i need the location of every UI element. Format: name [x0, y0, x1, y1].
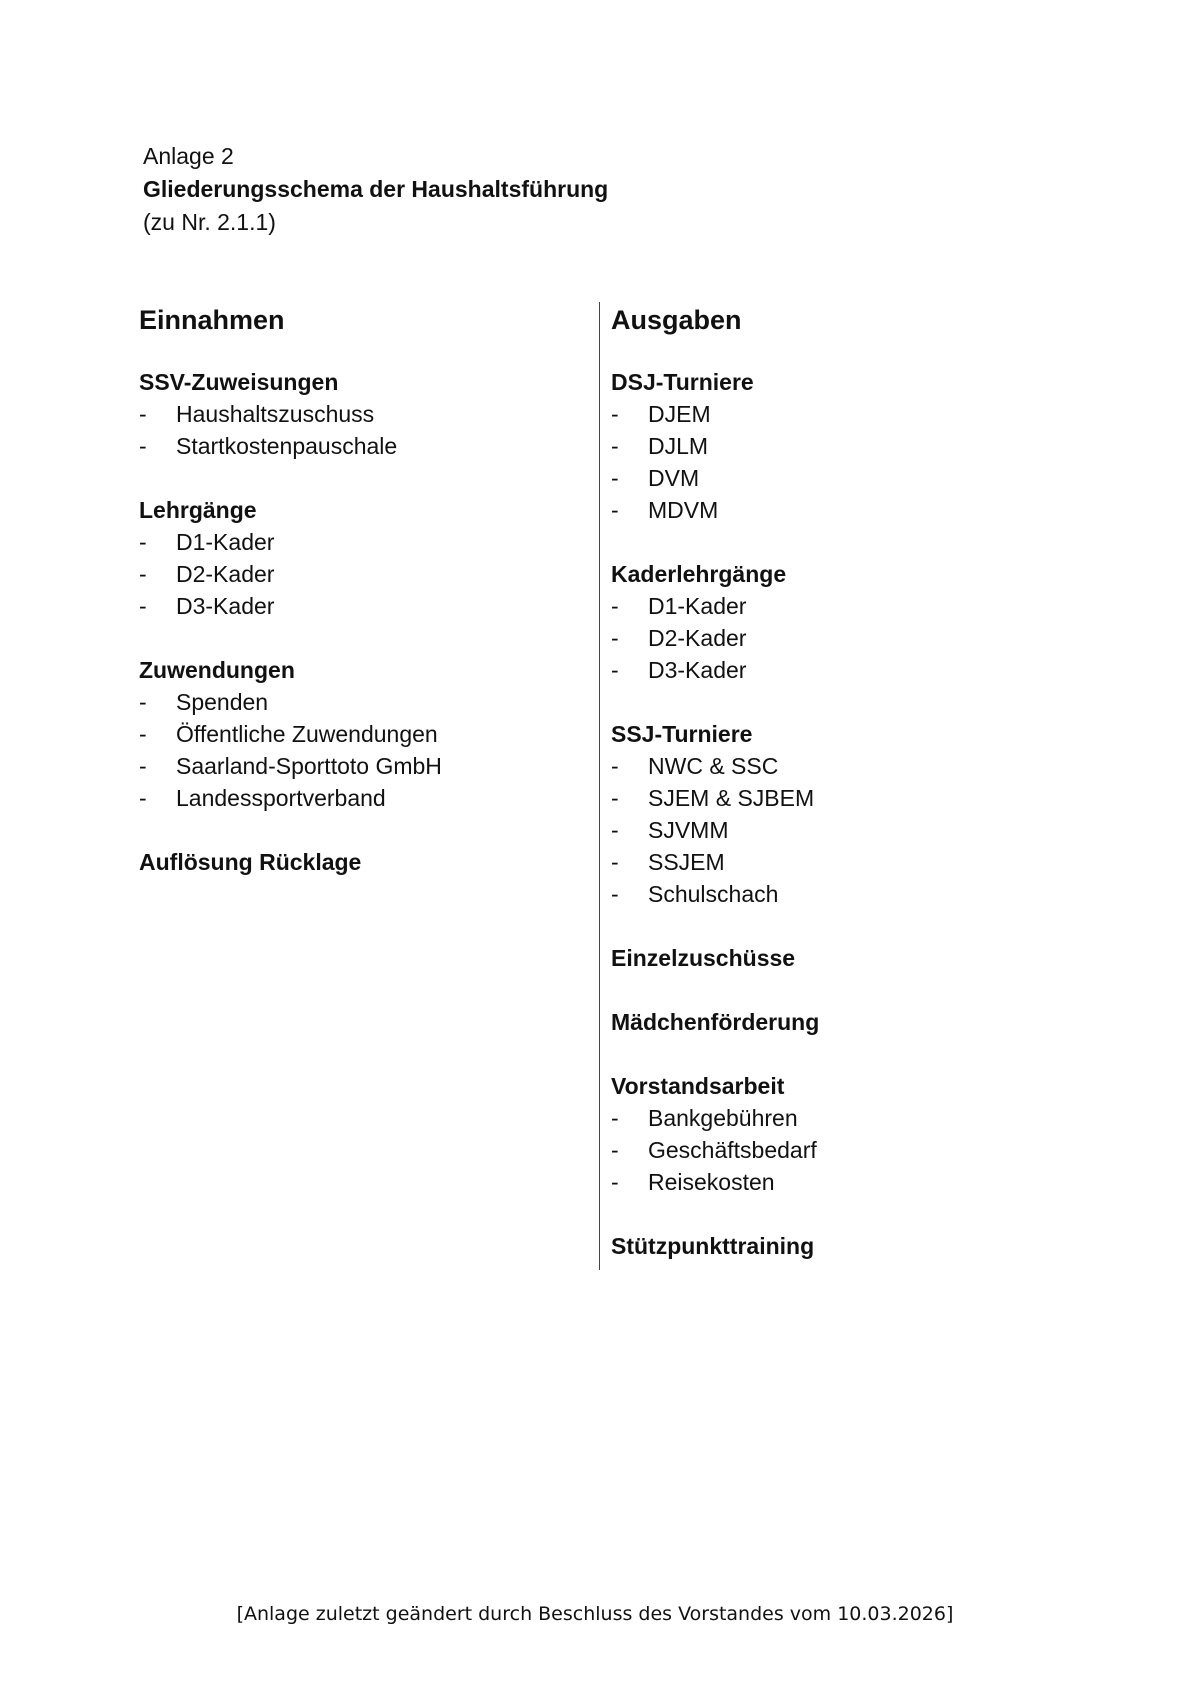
list-item [611, 750, 1041, 782]
list-item [611, 430, 1041, 462]
list-item [139, 590, 569, 622]
list-dash: - [611, 785, 619, 811]
list-dash: - [611, 625, 619, 651]
ausgaben-sections [611, 366, 1041, 1262]
list-dash: - [139, 689, 147, 715]
list-item [611, 1134, 1041, 1166]
section-title: Stützpunkttraining [611, 1233, 815, 1259]
budget-section [611, 942, 1041, 974]
list-item-label: Landessportverband [176, 785, 386, 811]
list-dash: - [139, 593, 147, 619]
section-title: SSV-Zuweisungen [139, 369, 339, 395]
einnahmen-heading: Einnahmen [139, 305, 285, 335]
list-item-label: Reisekosten [648, 1169, 775, 1195]
list-item [611, 462, 1041, 494]
list-item-label: Haushaltszuschuss [176, 401, 375, 427]
budget-section [611, 558, 1041, 686]
list-item [611, 1166, 1041, 1198]
section-title: Einzelzuschüsse [611, 945, 796, 971]
list-item [139, 526, 569, 558]
list-item-label: D1-Kader [176, 529, 275, 555]
section-title: Vorstandsarbeit [611, 1073, 785, 1099]
column-divider [599, 302, 600, 1270]
section-title: DSJ-Turniere [611, 369, 754, 395]
list-dash: - [611, 593, 619, 619]
list-dash: - [139, 401, 147, 427]
list-dash: - [139, 433, 147, 459]
list-dash: - [139, 753, 147, 779]
budget-section [139, 494, 569, 622]
budget-section [611, 1230, 1041, 1262]
list-dash: - [611, 1137, 619, 1163]
einnahmen-column [139, 302, 569, 910]
list-dash: - [139, 785, 147, 811]
list-item [139, 686, 569, 718]
list-item [139, 718, 569, 750]
list-item [611, 782, 1041, 814]
list-item-label: D1-Kader [648, 593, 747, 619]
list-item [139, 398, 569, 430]
list-dash: - [611, 1105, 619, 1131]
list-item-label: D3-Kader [648, 657, 747, 683]
list-item-label: Öffentliche Zuwendungen [176, 721, 438, 747]
list-item-label: SSJEM [648, 849, 725, 875]
anlage-label: Anlage 2 [143, 143, 234, 169]
list-item-label: SJEM & SJBEM [648, 785, 815, 811]
budget-section [611, 366, 1041, 526]
list-dash: - [611, 433, 619, 459]
list-dash: - [611, 881, 619, 907]
budget-section [139, 654, 569, 814]
list-item [611, 494, 1041, 526]
list-item-label: DJEM [648, 401, 711, 427]
list-item [611, 878, 1041, 910]
list-item [139, 430, 569, 462]
list-item-label: DJLM [648, 433, 709, 459]
section-title: Lehrgänge [139, 497, 257, 523]
list-item-label: MDVM [648, 497, 719, 523]
list-dash: - [611, 401, 619, 427]
list-item [611, 590, 1041, 622]
list-item-label: Schulschach [648, 881, 779, 907]
section-title: Zuwendungen [139, 657, 295, 683]
list-item-label: SJVMM [648, 817, 729, 843]
list-item-label: Startkostenpauschale [176, 433, 398, 459]
list-dash: - [611, 1169, 619, 1195]
list-item-label: NWC & SSC [648, 753, 779, 779]
list-item [139, 558, 569, 590]
ausgaben-heading: Ausgaben [611, 305, 742, 335]
list-dash: - [611, 849, 619, 875]
section-title: Auflösung Rücklage [139, 849, 362, 875]
list-item-label: Geschäftsbedarf [648, 1137, 817, 1163]
document-title: Gliederungsschema der Haushaltsführung [143, 176, 609, 202]
list-item-label: DVM [648, 465, 700, 491]
list-dash: - [611, 817, 619, 843]
einnahmen-sections [139, 366, 569, 878]
budget-section [611, 1006, 1041, 1038]
list-item [139, 782, 569, 814]
section-title: Mädchenförderung [611, 1009, 820, 1035]
budget-section [139, 846, 569, 878]
list-item-label: Bankgebühren [648, 1105, 798, 1131]
list-item [611, 654, 1041, 686]
list-item [611, 1102, 1041, 1134]
budget-section [611, 1070, 1041, 1198]
section-title: Kaderlehrgänge [611, 561, 787, 587]
list-dash: - [611, 657, 619, 683]
list-dash: - [611, 753, 619, 779]
list-item-label: Saarland-Sporttoto GmbH [176, 753, 442, 779]
list-dash: - [611, 497, 619, 523]
list-item [611, 622, 1041, 654]
list-item [611, 814, 1041, 846]
document-header [143, 140, 608, 239]
list-item-label: D2-Kader [176, 561, 275, 587]
list-dash: - [139, 721, 147, 747]
footer-note: [Anlage zuletzt geändert durch Beschluss des Vorstandes vom 10.03.2026] [236, 1603, 954, 1625]
budget-section [139, 366, 569, 462]
ausgaben-column [611, 302, 1041, 1294]
list-dash: - [611, 465, 619, 491]
list-item [611, 846, 1041, 878]
list-dash: - [139, 529, 147, 555]
section-title: SSJ-Turniere [611, 721, 753, 747]
list-dash: - [139, 561, 147, 587]
list-item-label: D2-Kader [648, 625, 747, 651]
budget-section [611, 718, 1041, 910]
reference-note: (zu Nr. 2.1.1) [143, 209, 276, 235]
list-item-label: Spenden [176, 689, 269, 715]
list-item [611, 398, 1041, 430]
list-item-label: D3-Kader [176, 593, 275, 619]
list-item [139, 750, 569, 782]
